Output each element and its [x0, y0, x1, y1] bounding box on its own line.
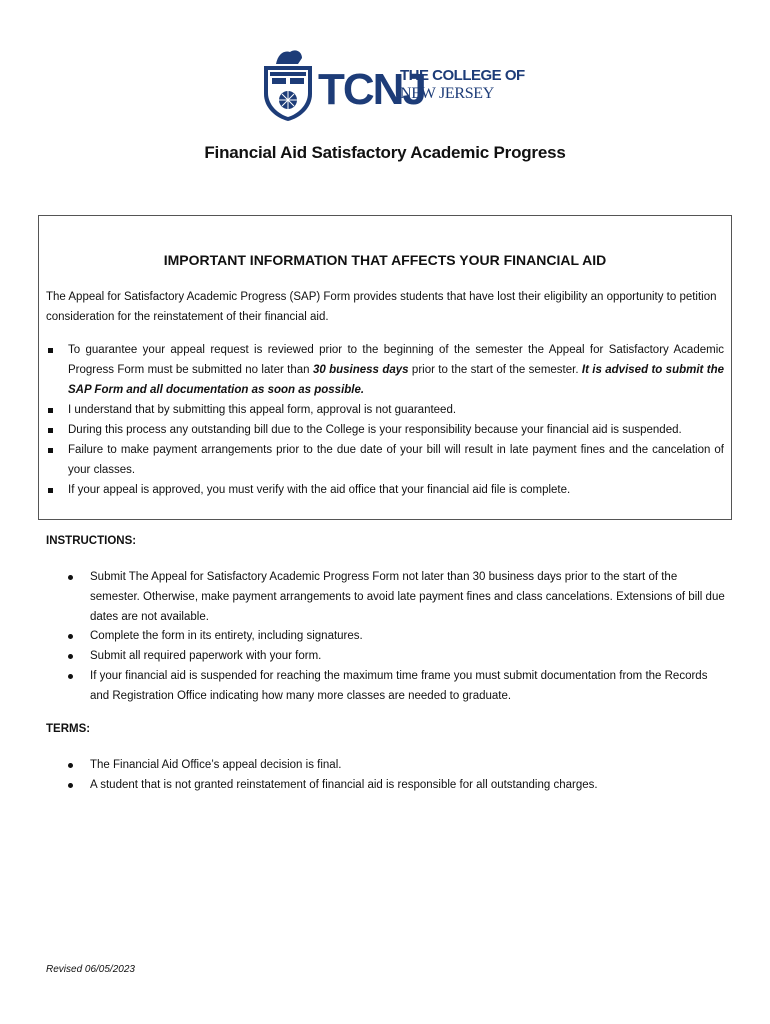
list-item: A student that is not granted reinstatement of financial aid is responsible for all outstanding charges. [68, 776, 728, 796]
square-bullet-icon [48, 428, 53, 433]
college-seal-icon [262, 46, 525, 122]
terms-heading: TERMS: [46, 723, 91, 735]
list-item: The Financial Aid Office’s appeal decision is final. [68, 756, 728, 776]
important-bullets [46, 340, 724, 500]
square-bullet-icon [48, 408, 53, 413]
list-item: If your financial aid is suspended for reaching the maximum time frame you must submit documentation from the Records and Registration Office indicating how many more classes are needed to graduate. [68, 667, 728, 707]
svg-text:TCNJ: TCNJ [318, 65, 425, 114]
square-bullet-icon [48, 448, 53, 453]
bullet-icon [68, 674, 73, 679]
page-title: Financial Aid Satisfactory Academic Progress [204, 143, 566, 162]
instructions-heading: INSTRUCTIONS: [46, 535, 137, 547]
revision-date: Revised 06/05/2023 [46, 964, 135, 975]
list-item: Submit all required paperwork with your form. [68, 647, 728, 667]
list-item: During this process any outstanding bill due to the College is your responsibility because your financial aid is suspended. [46, 420, 724, 440]
list-item: If your appeal is approved, you must verify with the aid office that your financial aid file is complete. [46, 480, 724, 500]
svg-text:THE COLLEGE OF: THE COLLEGE OF [400, 67, 525, 84]
box-heading: IMPORTANT INFORMATION THAT AFFECTS YOUR FINANCIAL AID [163, 252, 607, 268]
list-item: To guarantee your appeal request is reviewed prior to the beginning of the semester the Appeal for Satisfactory Academic Progress Form must be submitted no later than 30 business days prior to the start of the semester. It is advised to submit the SAP Form and all documentation as soon as possible. [46, 340, 724, 400]
terms-list [68, 756, 728, 796]
important-info-box [38, 215, 732, 520]
square-bullet-icon [48, 348, 53, 353]
intro-paragraph: The Appeal for Satisfactory Academic Progress (SAP) Form provides students that have lost their eligibility an opportunity to petition consideration for the reinstatement of their financial aid. [46, 291, 717, 323]
bullet-icon [68, 763, 73, 768]
list-item: Submit The Appeal for Satisfactory Academic Progress Form not later than 30 business days prior to the start of the semester. Otherwise, make payment arrangements to avoid late payment fines and class cancelations. Extensions of bill due dates are not available. [68, 568, 728, 627]
svg-text:NEW JERSEY: NEW JERSEY [400, 85, 495, 102]
bullet-icon [68, 634, 73, 639]
bullet-icon [68, 575, 73, 580]
instructions-list [68, 568, 728, 707]
college-logo [262, 46, 525, 122]
list-item: I understand that by submitting this appeal form, approval is not guaranteed. [46, 400, 724, 420]
list-item: Failure to make payment arrangements prior to the due date of your bill will result in late payment fines and the cancelation of your classes. [46, 440, 724, 480]
bullet-icon [68, 783, 73, 788]
list-item: Complete the form in its entirety, including signatures. [68, 627, 728, 647]
bullet-icon [68, 654, 73, 659]
square-bullet-icon [48, 488, 53, 493]
